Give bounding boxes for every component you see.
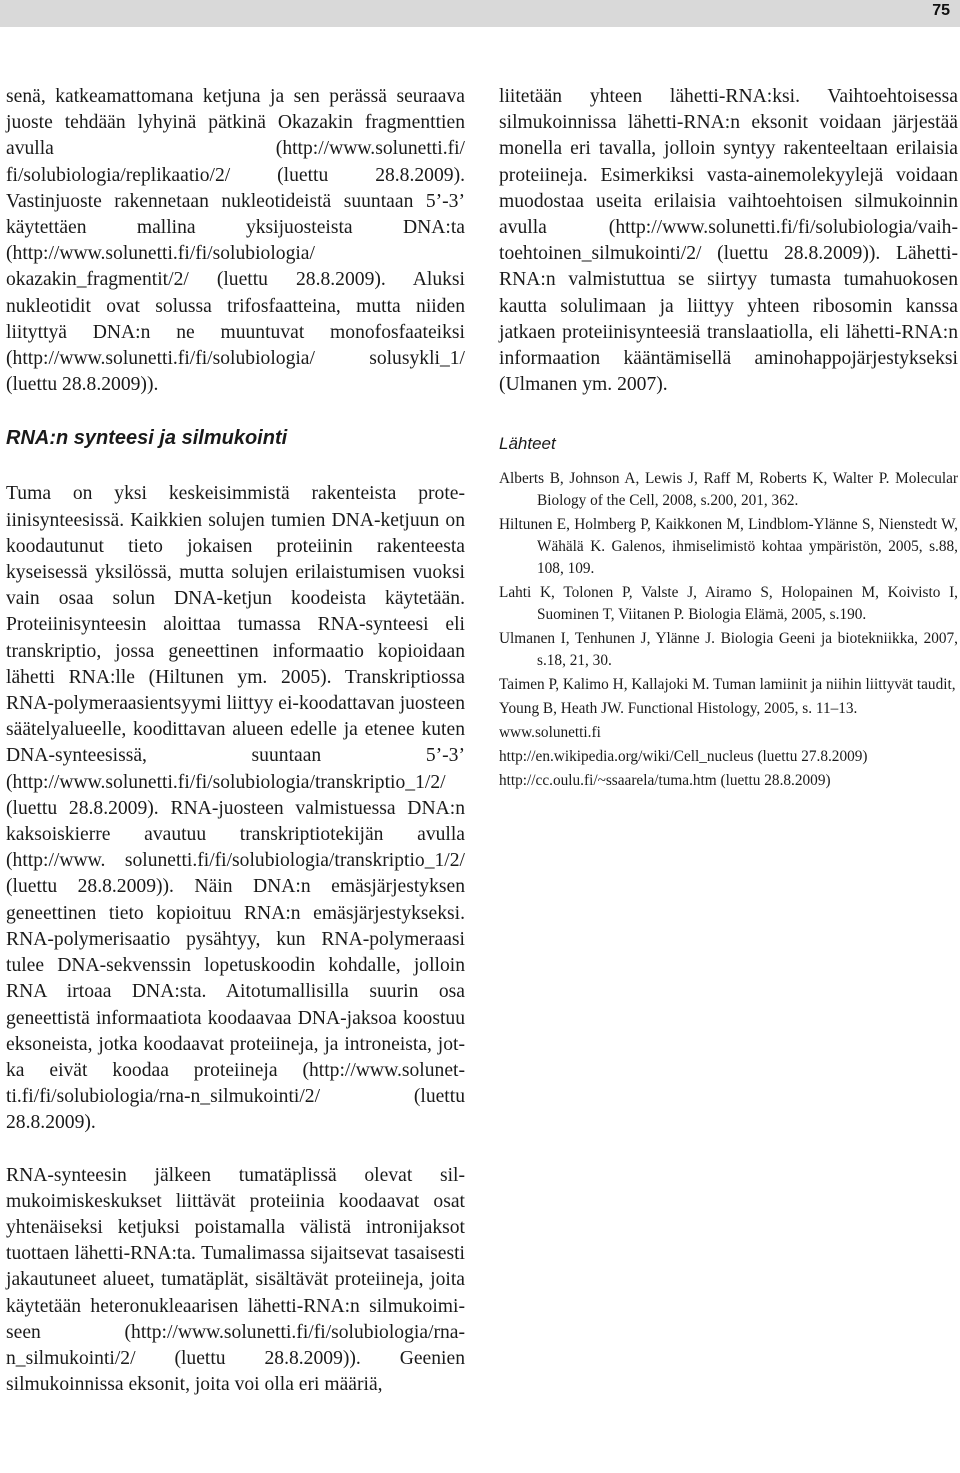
reference-link[interactable]: http://en.wikipedia.org/wiki/Cell_nucleus (luettu 27.8.2009) (499, 748, 868, 766)
page-number: 75 (932, 2, 950, 19)
reference-item: Young B, Heath JW. Functional Histology, 2005, s. 11–13. (499, 700, 858, 718)
body-paragraph: Tuma on yksi keskeisimmistä rakenteista proteiinisynteesissä. Kaikkien solujen tumien DNA-ketjuun on koodautunut tieto jokaisen proteiinin rakenteesta kyseisessä yksilössä, mutta solujen erilaistumisen vuoksi vain osaa solun DNA-ketjun koodeista käytetään. Proteiinisynteesin aloittaa tumassa RNA-synteesi eli transkriptio, jossa geneettinen informaatio kopioidaan lähetti RNA:lle (Hiltunen ym. 2005). Transkriptiossa RNA-polymeraasientsyymi liittyy ei-koodattavan juosteen säätelyalueelle, koodittavan alueen edelle ja etenee kuten DNA-synteesissä, suuntaan 5’-3’ (http://www.solunetti.fi/fi/solubiologia/transkriptio_1/2/ (luettu 28.8.2009). RNA-juosteen valmistuessa DNA:n kaksoiskierre avautuu transkriptiotekijän avulla (http://www. solunetti.fi/fi/solubiologia/transkriptio_1/2/ (luettu 28.8.2009)). Näin DNA:n emäsjärjestyksen geneettinen tieto kopioituu RNA:n emäsjärjestykseksi. RNA-polymerisaatio pysähtyy, kun RNA-polymeraasi tulee DNA-sekvenssin lopetuskoodin kohdalle, jolloin RNA irtoaa DNA:sta. Aitotumallisilla suurin osa geneettistä informaatiota koodaavaa DNA-jaksoa koostuu eksoneista, jotka koodaavat proteiineja, ja introneista, jotka eivät koodaa proteiineja (http://www.solunetti.fi/fi/solubiologia/rna-n_silmukointi/2/ (luettu 28.8.2009). (6, 483, 465, 1134)
references-heading: Lähteet (499, 434, 556, 454)
right-column (499, 84, 958, 794)
body-paragraph: liitetään yhteen lähetti-RNA:ksi. Vaihtoehtoisessa silmukoinnissa lähetti-RNA:n eksonit voidaan järjestää monella eri tavalla, jolloin syntyy rakenteeltaan erilaisia proteiineja. Esimerkiksi vasta-ainemolekyylejä voidaan muodostaa useita erilaisia vaihtoehtoisen silmukoinnin avulla (http://www.solunetti.fi/fi/solubiologia/vaihtoehtoinen_silmukointi/2/ (luettu 28.8.2009)). Lähetti-RNA:n valmistuttua se siirtyy tumasta tumahuokosen kautta solulimaan ja liittyy yhteen ribosomin kanssa jatkaen proteiinisynteesiä translaatiolla, eli lähetti-RNA:n informaation kääntämisellä aminohappojärjestykseksi (Ulmanen ym. 2007). (499, 86, 958, 396)
body-paragraph: RNA-synteesin jälkeen tumatäplissä olevat silmukoimiskeskukset liittävät proteiinia koodaavat osat yhtenäiseksi ketjuksi poistamalla välistä intronijaksot tuottaen lähetti-RNA:ta. Tumalimassa sijaitsevat tasaisesti jakautuneet alueet, tumatäplät, sisältävät proteiineja, joita käytetään heteronukleaarisen lähetti-RNA:n silmukoimiseen (http://www.solunetti.fi/fi/solubiologia/rna-n_silmukointi/2/ (luettu 28.8.2009)). Geenien silmukoinnissa eksonit, joita voi olla eri määriä, (6, 1164, 465, 1396)
page-header-bar (0, 0, 960, 27)
reference-link[interactable]: www.solunetti.fi (499, 724, 601, 742)
left-column (6, 84, 465, 1398)
section-heading: RNA:n synteesi ja silmukointi (6, 427, 288, 450)
reference-item: Lahti K, Tolonen P, Valste J, Airamo S, Holopainen M, Koivisto I, Suominen T, Viitanen P. Biologia Elämä, 2005, s.190. (499, 584, 958, 624)
reference-link[interactable]: http://cc.oulu.fi/~ssaarela/tuma.htm (luettu 28.8.2009) (499, 772, 831, 790)
reference-item: Hiltunen E, Holmberg P, Kaikkonen M, Lindblom-Ylänne S, Nienstedt W, Wähälä K. Galenos, ihmiselimistö kohtaa ympäristön, 2005, s.88, 108, 109. (499, 516, 958, 578)
body-paragraph: senä, katkeamattomana ketjuna ja sen perässä seuraava juoste tehdään lyhyinä pätkinä Okazakin fragmenttien avulla (http://www.solunetti.fi/ fi/solubiologia/replikaatio/2/ (luettu 28.8.2009). Vastinjuoste rakennetaan nukleotideistä suuntaan 5’-3’ käytettäen mallina yksijuosteista DNA:ta (http://www.solunetti.fi/fi/solubiologia/ okazakin_fragmentit/2/ (luettu 28.8.2009). Aluksi nukleotidit ovat solussa trifosfaatteina, mutta niiden liityttyä DNA:n ne muuntuvat monofosfaateiksi (http://www.solunetti.fi/fi/solubiologia/ solusykli_1/ (luettu 28.8.2009)). (6, 86, 465, 396)
reference-item: Ulmanen I, Tenhunen J, Ylänne J. Biologia Geeni ja biotekniikka, 2007, s.18, 21, 30. (499, 630, 958, 670)
reference-item: Taimen P, Kalimo H, Kallajoki M. Tuman lamiinit ja niihin liittyvät taudit, (499, 676, 956, 694)
reference-item: Alberts B, Johnson A, Lewis J, Raff M, Roberts K, Walter P. Molecular Biology of the Cell, 2008, s.200, 201, 362. (499, 470, 958, 510)
